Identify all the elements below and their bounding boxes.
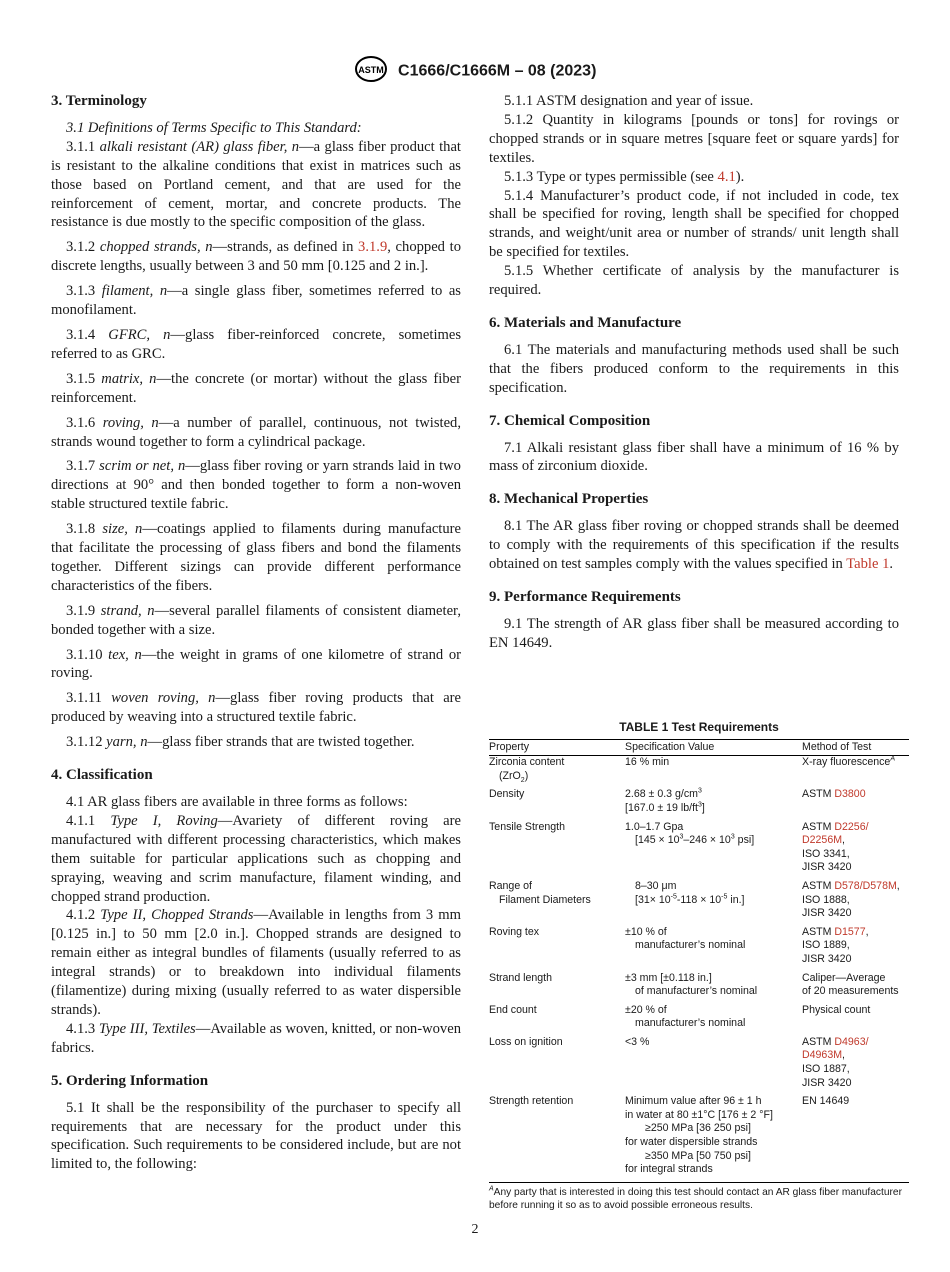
test-requirements-table <box>489 739 909 1183</box>
section-3-heading: 3. Terminology <box>51 93 147 109</box>
cell-spec: 2.68 ± 0.3 $g/cm^3$ [167.0 ± 19 $lb/ft^3$] <box>625 787 705 814</box>
cell-method: ASTM D3800 <box>802 788 866 801</box>
cell-property: Range of Filament Diameters <box>489 879 591 906</box>
cell-spec: 1.0–1.7 Gpa [$145 \times 10^3-246 \times 10^3$ psi] <box>625 820 755 847</box>
para-4-1: 4.1 AR glass fibers are available in three forms as follows: <box>66 794 408 810</box>
link-d3800[interactable]: D3800 <box>834 788 866 801</box>
para-5-1: 5.1 It shall be the responsibility of the purchaser to specify all requirements that are necessary for the product under this specification. Such requirements to be considered include, but are not limited to, the following: <box>51 1099 461 1173</box>
section-9-heading: 9. Performance Requirements <box>489 588 681 605</box>
para-3-1-12: 3.1.12 yarn, n—glass fiber strands that are twisted together. <box>66 734 415 751</box>
page-number: 2 <box>471 1222 479 1237</box>
para-9-1: 9.1 The strength of AR glass fiber shall be measured according to EN 14649. <box>489 615 899 651</box>
table-caption: TABLE 1 Test Requirements <box>619 720 779 734</box>
para-3-1-1: 3.1.1 alkali resistant (AR) glass fiber, n—a glass fiber product that is resistant to the alkaline conditions that exist in matrices such as those based on Portland cement, and that are used for the reinforcement of cement, mortar, and concrete products. The resistance is due mostly to the specific composition of the glass. <box>51 138 461 231</box>
cell-method: ASTM D1577, ISO 1889, JISR 3420 <box>802 925 869 965</box>
svg-text:ASTM: ASTM <box>357 65 384 75</box>
cell-property: Zirconia content (ZrO$_2$) <box>489 756 565 784</box>
table-footnote: $^A$Any party that is interested in doing this test should contact an AR glass fiber manufacturer before running it so as to avoid possible erroneous results. <box>489 1185 902 1211</box>
cell-method: Caliper—Average of 20 measurements <box>802 971 899 998</box>
cell-spec: ±10 % of manufacturer’s nominal <box>625 925 746 952</box>
para-3-1-11: 3.1.11 woven roving, n—glass fiber roving products that are produced by weaving into a structured textile fabric. <box>51 690 462 726</box>
para-8-1: 8.1 The AR glass fiber roving or chopped strands shall be deemed to comply with the requirements of this specification if the results obtained on test samples comply with the values specified in Table 1. <box>489 518 899 573</box>
table-row <box>489 756 909 789</box>
para-4-1-1: 4.1.1 Type I, Roving—Avariety of different roving are manufactured with different processing characteristics, which makes them suitable for particular applications such as chopping and spraying, weaving and scrim manufacture, filament winding, and chopped strand production. <box>51 812 461 905</box>
para-4-1-3: 4.1.3 Type III, Textiles—Available as woven, knitted, or non-woven fabrics. <box>51 1020 461 1056</box>
para-5-1-3: 5.1.3 Type or types permissible (see 4.1). <box>504 168 745 185</box>
table-row <box>489 821 909 880</box>
para-3-1: 3.1 Definitions of Terms Specific to This Standard: <box>66 119 362 136</box>
para-3-1-10: 3.1.10 tex, n—the weight in grams of one kilometre of strand or roving. <box>51 646 462 682</box>
link-table-1[interactable]: Table 1 <box>846 556 890 573</box>
cell-method: ASTM D2256/ D2256M, ISO 3341, JISR 3420 <box>802 820 869 874</box>
para-3-1-9: 3.1.9 strand, n—several parallel filaments of consistent diameter, bonded together with a size. <box>51 602 461 638</box>
cell-property: Density <box>489 788 525 801</box>
cell-spec: 16 % min <box>625 756 670 769</box>
link-d578[interactable]: D578/D578M <box>834 879 897 892</box>
section-5-heading: 5. Ordering Information <box>51 1072 209 1089</box>
para-3-1-2: 3.1.2 chopped strands, n—strands, as defined in 3.1.9, chopped to discrete lengths, usually between 3 and 50 mm [0.125 and 2 in.]. <box>51 239 461 275</box>
para-4-1-2: 4.1.2 Type II, Chopped Strands—Available in lengths from 3 mm [0.125 in.] to 50 mm [2.0 in.]. Chopped strands are designed to remain either as integral bundles of filaments (usually referred to as integral strands) or to breakdown into individual filaments (filamentize) during mixing (usually referred to as water dispersible strands). <box>51 907 462 1018</box>
cell-property: Roving tex <box>489 925 540 938</box>
left-column <box>51 92 461 1174</box>
cell-property: Strand length <box>489 971 553 984</box>
link-d4963[interactable]: D4963/ <box>834 1035 869 1048</box>
table-row <box>489 926 909 972</box>
table-row <box>489 1004 909 1036</box>
cell-method: Physical count <box>802 1003 871 1016</box>
cell-method: EN 14649 <box>802 1095 909 1182</box>
table-row <box>489 1036 909 1095</box>
cell-property: End count <box>489 1003 537 1016</box>
link-d2256m[interactable]: D2256M <box>802 834 843 847</box>
cell-spec: ±3 mm [±0.118 in.] of manufacturer’s nominal <box>625 971 758 998</box>
section-4-heading: 4. Classification <box>51 767 153 784</box>
link-4-1[interactable]: 4.1 <box>717 168 736 185</box>
link-d4963m[interactable]: D4963M <box>802 1049 843 1062</box>
para-3-1-3: 3.1.3 filament, n—a single glass fiber, sometimes referred to as monofilament. <box>51 283 461 319</box>
section-7-heading: 7. Chemical Composition <box>489 412 651 429</box>
page-header <box>0 56 950 87</box>
col-header-spec: Specification Value <box>625 739 802 756</box>
para-3-1-5: 3.1.5 matrix, n—the concrete (or mortar) without the glass fiber reinforcement. <box>51 370 461 406</box>
col-header-property: Property <box>489 739 625 756</box>
cell-property: Loss on ignition <box>489 1035 563 1048</box>
cell-method: X-ray fluorescence$^A$ <box>802 755 895 769</box>
right-column <box>489 92 899 653</box>
para-5-1-2: 5.1.2 Quantity in kilograms [pounds or tons] for rovings or chopped strands or in square metres [square feet or square yards] for textiles. <box>489 111 899 166</box>
para-6-1: 6.1 The materials and manufacturing methods used shall be such that the fibers produced conform to the requirements in this specification. <box>489 341 899 396</box>
para-5-1-5: 5.1.5 Whether certificate of analysis by the manufacturer is required. <box>489 263 899 299</box>
table-row <box>489 880 909 926</box>
table-1 <box>489 721 909 1212</box>
cell-spec: Minimum value after 96 ± 1 h in water at 80 ±1°C [176 ± 2 °F] ≥250 MPa [36 250 psi] for water dispersible strands ≥350 MPa [50 750 psi] for integral strands <box>625 1095 802 1182</box>
para-3-1-6: 3.1.6 roving, n—a number of parallel, continuous, not twisted, strands wound together to form a cylindrical package. <box>51 414 461 450</box>
cell-spec: ±20 % of manufacturer’s nominal <box>625 1003 746 1030</box>
cell-property: Tensile Strength <box>489 820 565 833</box>
cell-method: ASTM D4963/ D4963M, ISO 1887, JISR 3420 <box>802 1035 869 1089</box>
link-d1577[interactable]: D1577 <box>834 925 866 938</box>
table-row <box>489 788 909 820</box>
link-d2256[interactable]: D2256/ <box>834 820 869 833</box>
astm-logo-icon <box>354 56 388 87</box>
para-5-1-4: 5.1.4 Manufacturer’s product code, if not included in code, tex shall be specified for roving, length shall be specified for chopped strands, and weight/unit area or number of strands/ unit length shall be specified for textiles. <box>489 187 899 261</box>
table-header-row <box>489 739 909 756</box>
table-row <box>489 972 909 1004</box>
cell-method: ASTM D578/D578M, ISO 1888, JISR 3420 <box>802 879 900 920</box>
link-3-1-9[interactable]: 3.1.9 <box>358 239 388 256</box>
standard-designation: C1666/C1666M – 08 (2023) <box>398 62 597 80</box>
para-3-1-4: 3.1.4 GFRC, n—glass fiber-reinforced concrete, sometimes referred to as GRC. <box>51 326 462 362</box>
para-7-1: 7.1 Alkali resistant glass fiber shall have a minimum of 16 % by mass of zirconium dioxide. <box>489 439 899 475</box>
section-8-heading: 8. Mechanical Properties <box>489 491 649 508</box>
col-header-method: Method of Test <box>802 739 909 756</box>
para-3-1-8: 3.1.8 size, n—coatings applied to filaments during manufacture that facilitate the processing of glass fibers and bond the filaments together. Different sizings can provide different performance characteristics of the fibers. <box>51 521 461 594</box>
cell-spec: 8–30 μm [$31\times 10^{-5}-118 \times 10^{-5}$ in.] <box>635 879 745 906</box>
table-row <box>489 1095 909 1182</box>
cell-spec: <3 % <box>625 1035 650 1048</box>
para-3-1-7: 3.1.7 scrim or net, n—glass fiber roving or yarn strands laid in two directions at 90° and then bonded together to form a non-woven stable structured textile fabric. <box>51 458 461 513</box>
section-6-heading: 6. Materials and Manufacture <box>489 314 682 331</box>
para-5-1-1: 5.1.1 ASTM designation and year of issue. <box>504 93 754 109</box>
cell-property: Strength retention <box>489 1095 625 1182</box>
